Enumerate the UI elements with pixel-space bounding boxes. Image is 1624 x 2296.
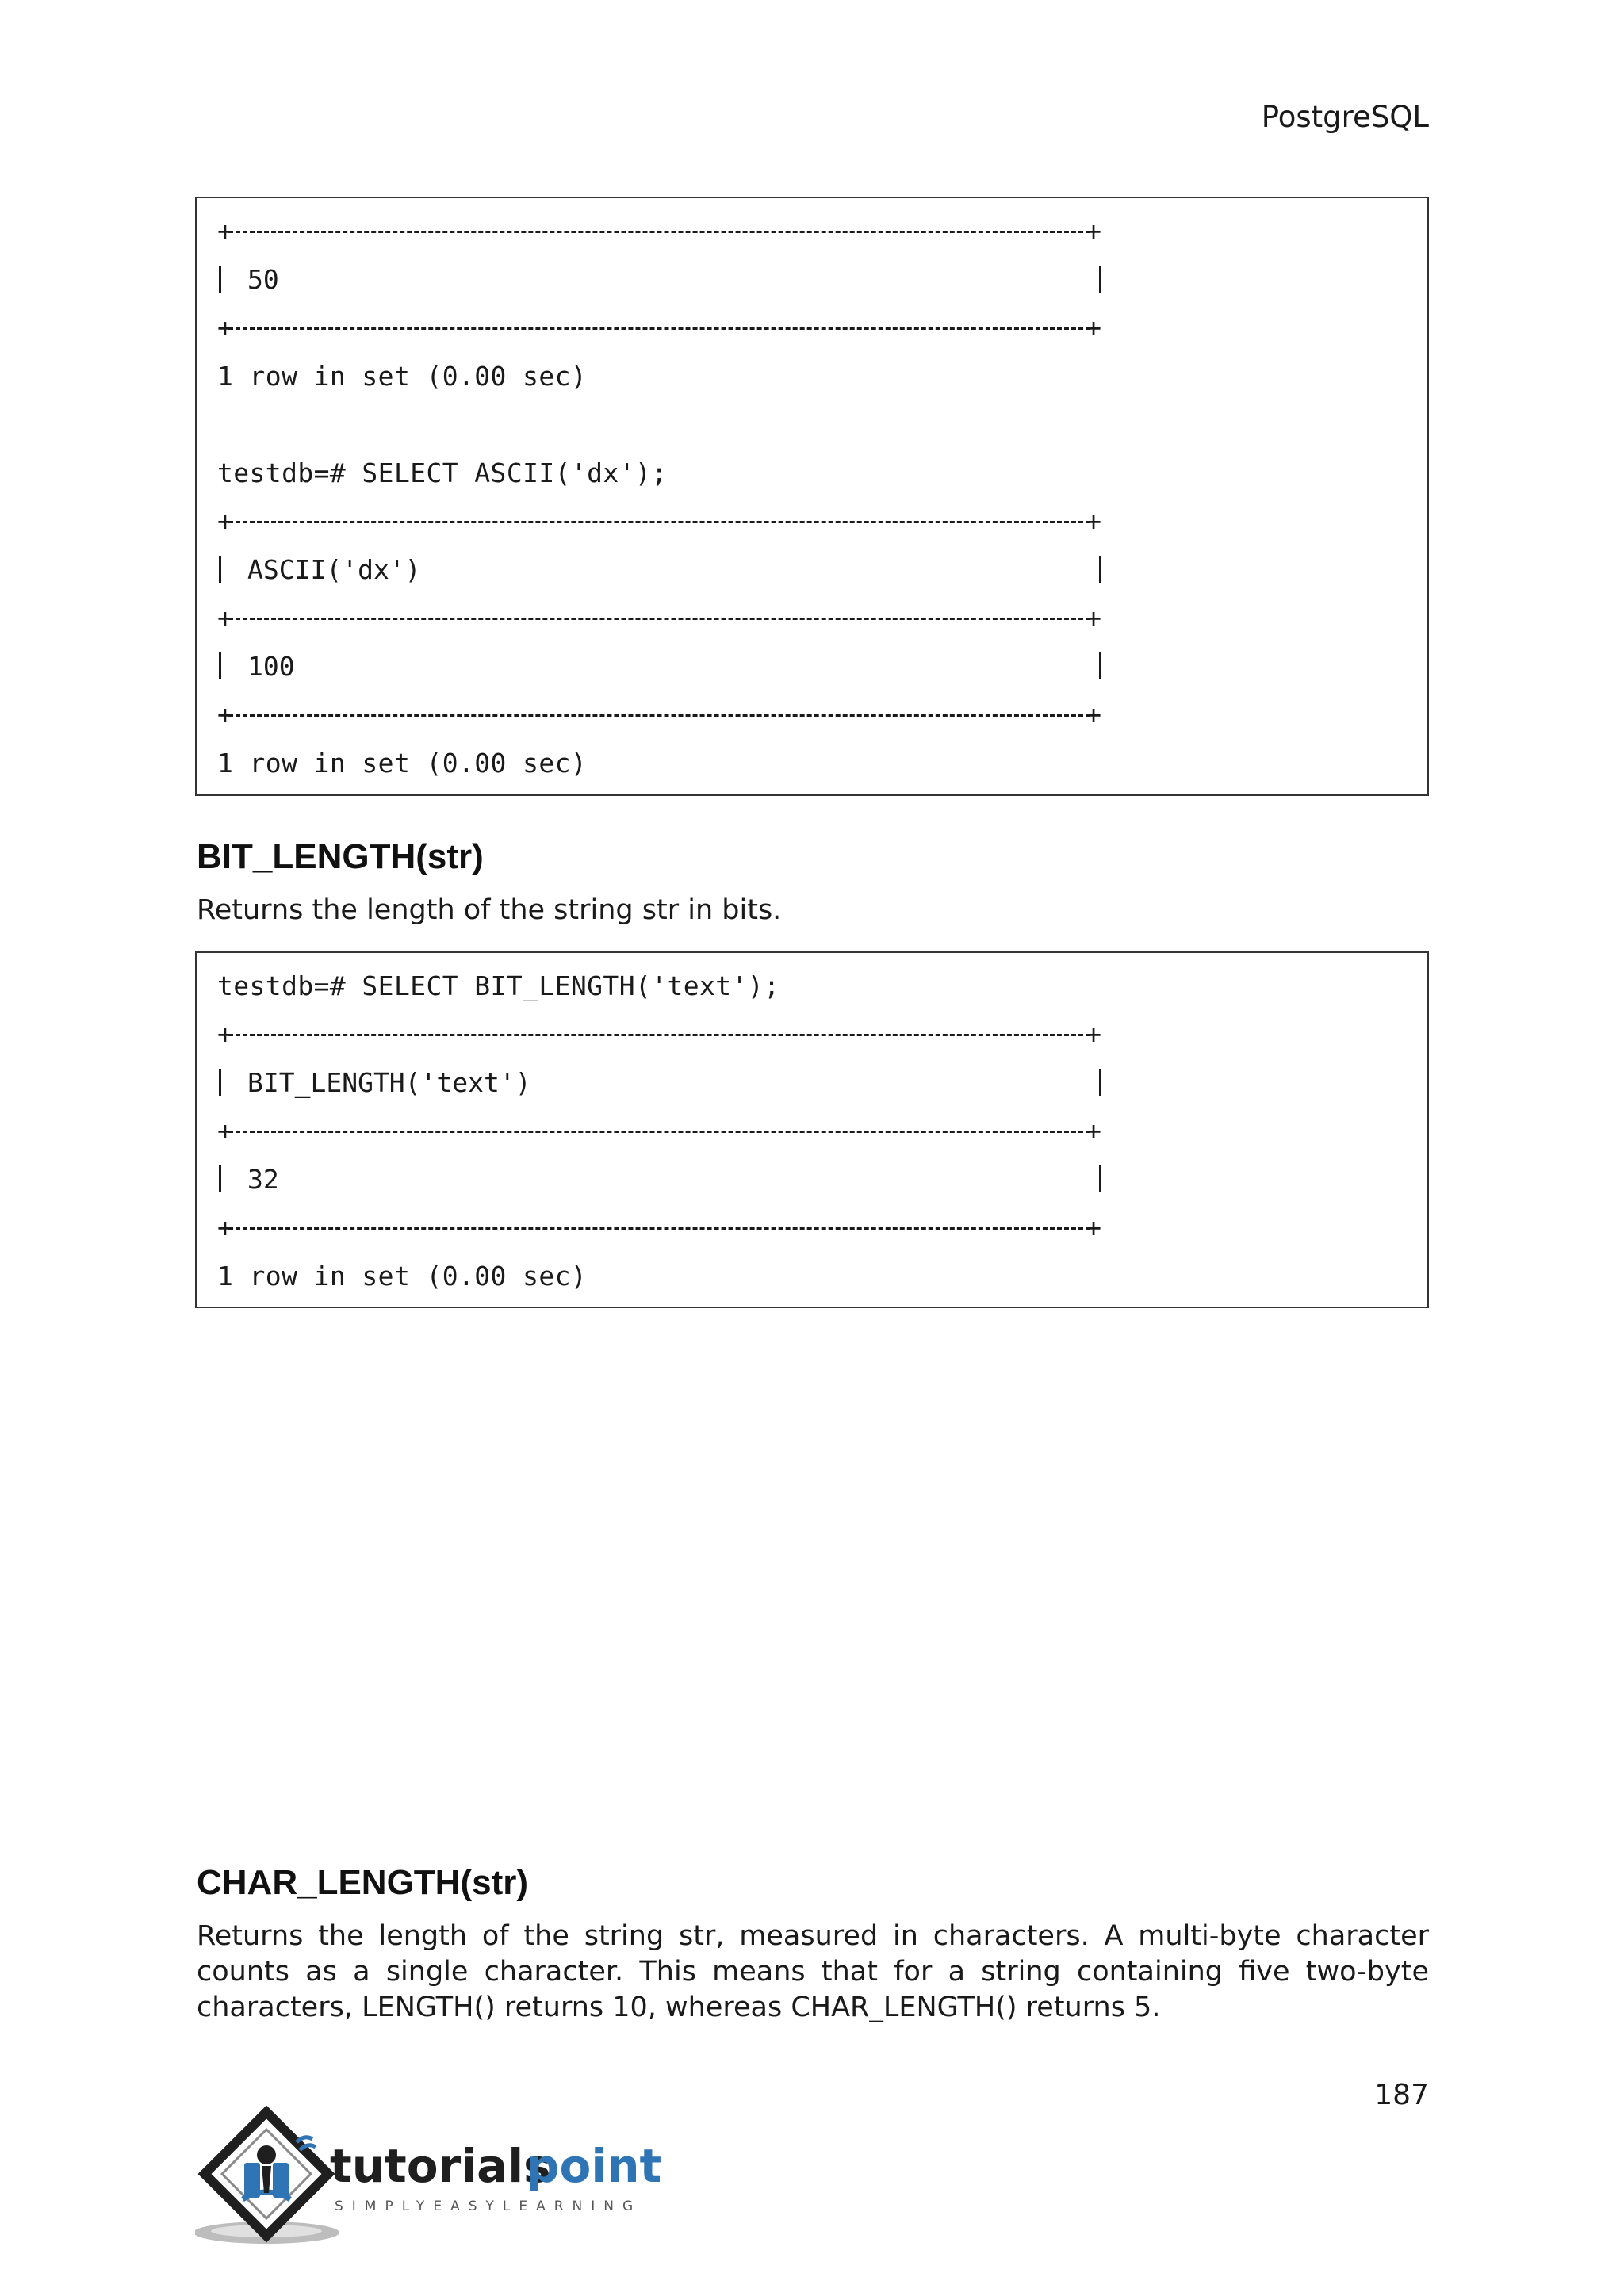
result-line: 1 row in set (0.00 sec) [217,361,588,392]
table-border: + + [217,1019,1101,1050]
running-header: PostgreSQL [1261,100,1429,134]
section-description-char-length: Returns the length of the string str, measured in characters. A multi-byte character counts as a single character. This means that for a string containing five two-byte characters, LENGTH() returns 10, whereas CHAR_LENGTH() returns 5. [197,1920,1429,2023]
logo-graphic [195,2106,671,2248]
table-header-row [217,1067,1101,1099]
table-cell: 100 [247,651,295,682]
query-line: testdb=# SELECT ASCII('dx'); [217,457,668,488]
table-row [217,264,1101,296]
result-line: 1 row in set (0.00 sec) [217,748,588,779]
table-border: + + [217,1115,1101,1146]
logo-tagline: SIMPLYEASYLEARNING [335,2198,642,2214]
table-row [217,1164,1101,1196]
section-heading-bit-length: BIT_LENGTH(str) [197,837,484,876]
table-cell: 32 [247,1164,279,1195]
tutorialspoint-logo [195,2106,671,2248]
code-block-ascii [195,197,1429,796]
table-border: + + [217,312,1101,343]
result-line: 1 row in set (0.00 sec) [217,1261,588,1292]
table-border: + + [217,699,1101,730]
page-number: 187 [1374,2079,1429,2111]
table-border: + + [217,506,1101,537]
logo-word-point: point [527,2139,662,2193]
section-heading-char-length: CHAR_LENGTH(str) [197,1863,528,1902]
code-block-bit-length [195,951,1429,1308]
table-cell: 50 [247,264,279,295]
table-border: + + [217,216,1101,247]
table-border: + + [217,603,1101,633]
table-border: + + [217,1212,1101,1243]
table-header-row [217,554,1101,586]
table-row [217,651,1101,683]
column-header: BIT_LENGTH('text') [247,1067,531,1098]
column-header: ASCII('dx') [247,554,421,585]
logo-word-tutorials: tutorials [330,2139,551,2193]
section-description-bit-length: Returns the length of the string str in bits. [197,894,782,926]
query-line: testdb=# SELECT BIT_LENGTH('text'); [217,970,780,1001]
